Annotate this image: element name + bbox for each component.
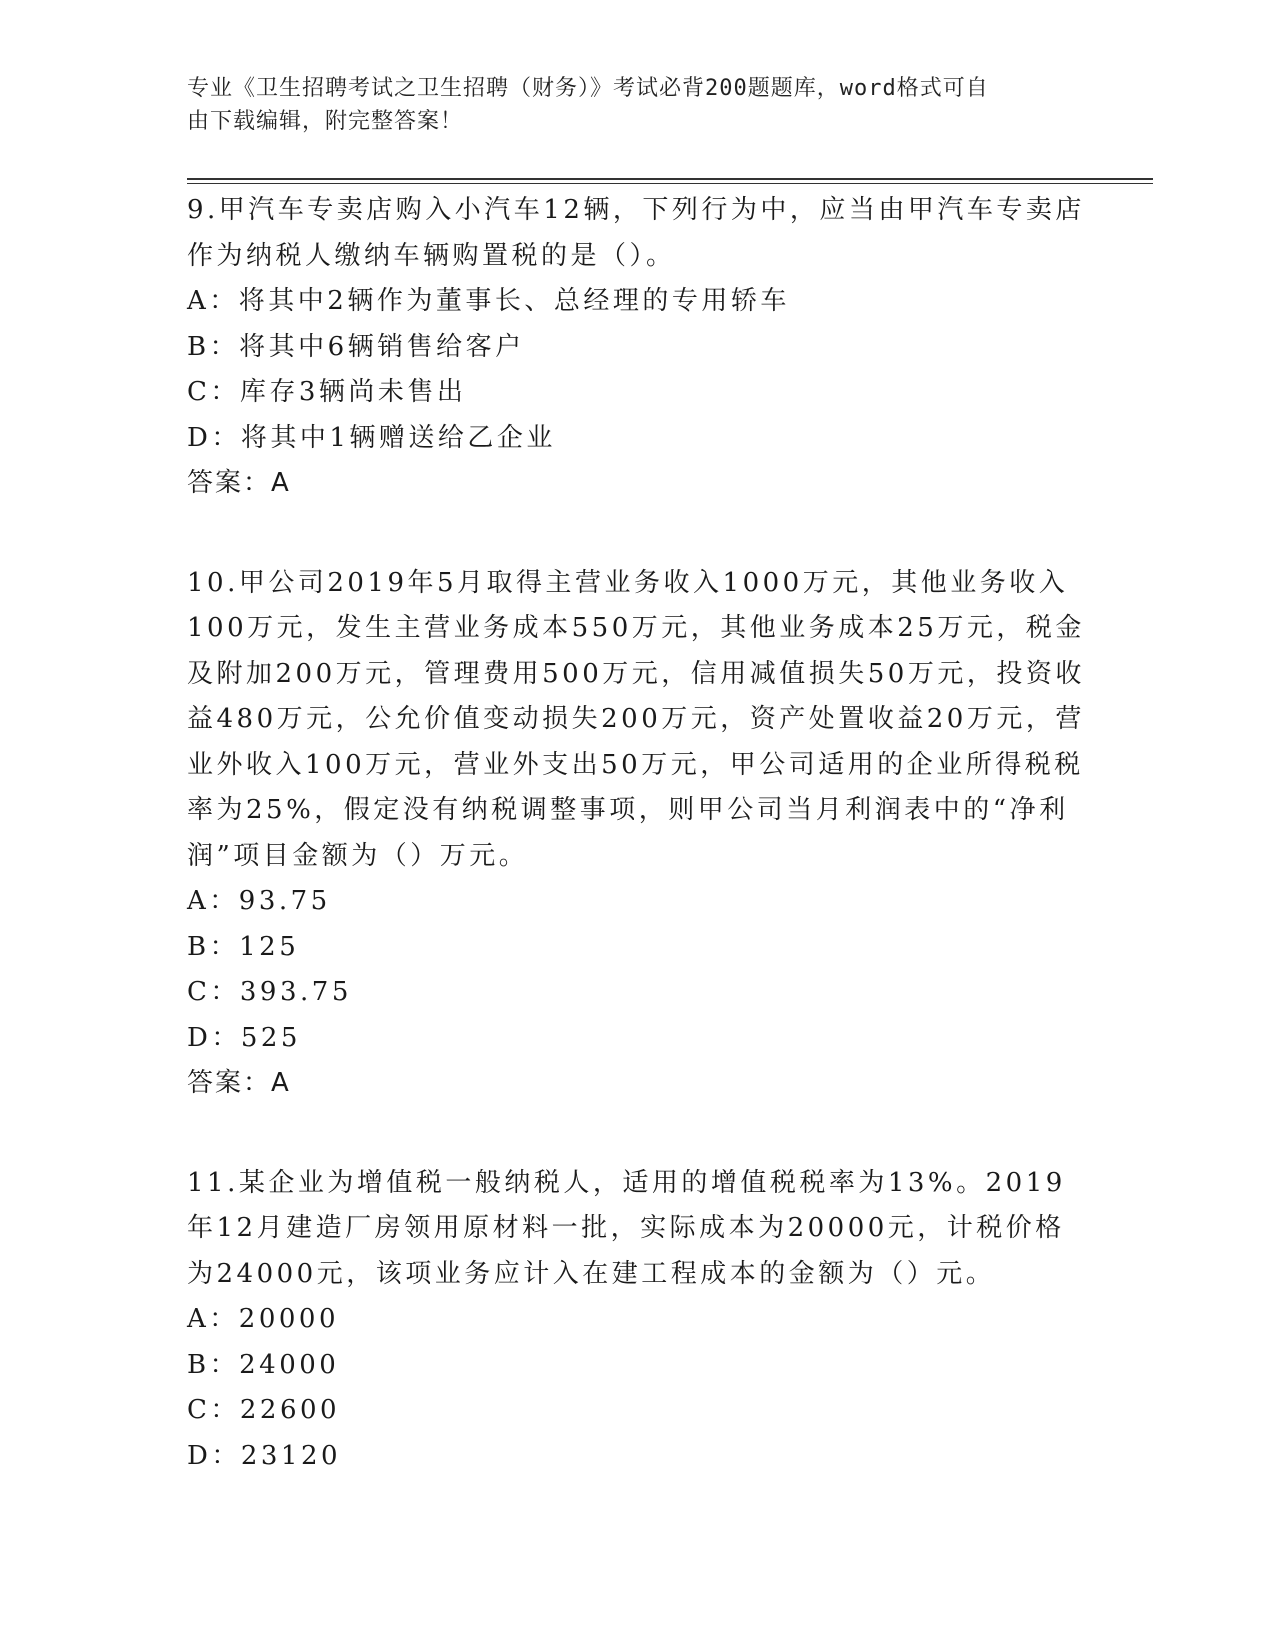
question-text: 11.某企业为增值税一般纳税人，适用的增值税税率为13%。2019年12月建造厂房领用原材料一批，实际成本为20000元，计税价格为24000元，该项业务应计入在建工程成本的金额为（）元。 (187, 1167, 1066, 1289)
answer: 答案：A (187, 1068, 291, 1098)
question-text: 9.甲汽车专卖店购入小汽车12辆，下列行为中，应当由甲汽车专卖店作为纳税人缴纳车辆购置税的是（）。 (187, 195, 1085, 271)
question-9 (187, 188, 1087, 507)
option-a: A：20000 (187, 1304, 339, 1334)
option-d: D：525 (187, 1022, 301, 1053)
question-list (187, 188, 1087, 1533)
option-c: C：22600 (187, 1395, 341, 1425)
option-b: B：125 (187, 931, 300, 962)
document-header (187, 72, 1067, 138)
option-d: D：23120 (187, 1440, 342, 1471)
option-a: A：93.75 (187, 886, 331, 916)
header-divider-thin (187, 183, 1153, 184)
option-c: C：393.75 (187, 977, 352, 1007)
header-line-1: 专业《卫生招聘考试之卫生招聘（财务）》考试必背200题题库，word格式可自 (187, 76, 989, 101)
option-b: B：将其中6辆销售给客户 (187, 331, 525, 362)
option-c: C：库存3辆尚未售出 (187, 377, 467, 407)
question-11 (187, 1161, 1087, 1480)
answer: 答案：A (187, 468, 291, 498)
question-10 (187, 561, 1087, 1107)
header-line-2: 由下载编辑，附完整答案！ (187, 109, 464, 134)
option-a: A：将其中2辆作为董事长、总经理的专用轿车 (187, 286, 790, 316)
option-d: D：将其中1辆赠送给乙企业 (187, 422, 556, 453)
header-divider-thick (187, 178, 1153, 180)
option-b: B：24000 (187, 1349, 340, 1380)
question-text: 10.甲公司2019年5月取得主营业务收入1000万元，其他业务收入100万元，发生主营业务成本550万元，其他业务成本25万元，税金及附加200万元，管理费用500万元，信用减值损失50万元，投资收益480万元，公允价值变动损失200万元，资产处置收益20万元，营业外收入100万元，营业外支出50万元，甲公司适用的企业所得税税率为25%，假定没有纳税调整事项，则甲公司当月利润表中的“净利润”项目金额为（）万元。 (187, 567, 1085, 871)
